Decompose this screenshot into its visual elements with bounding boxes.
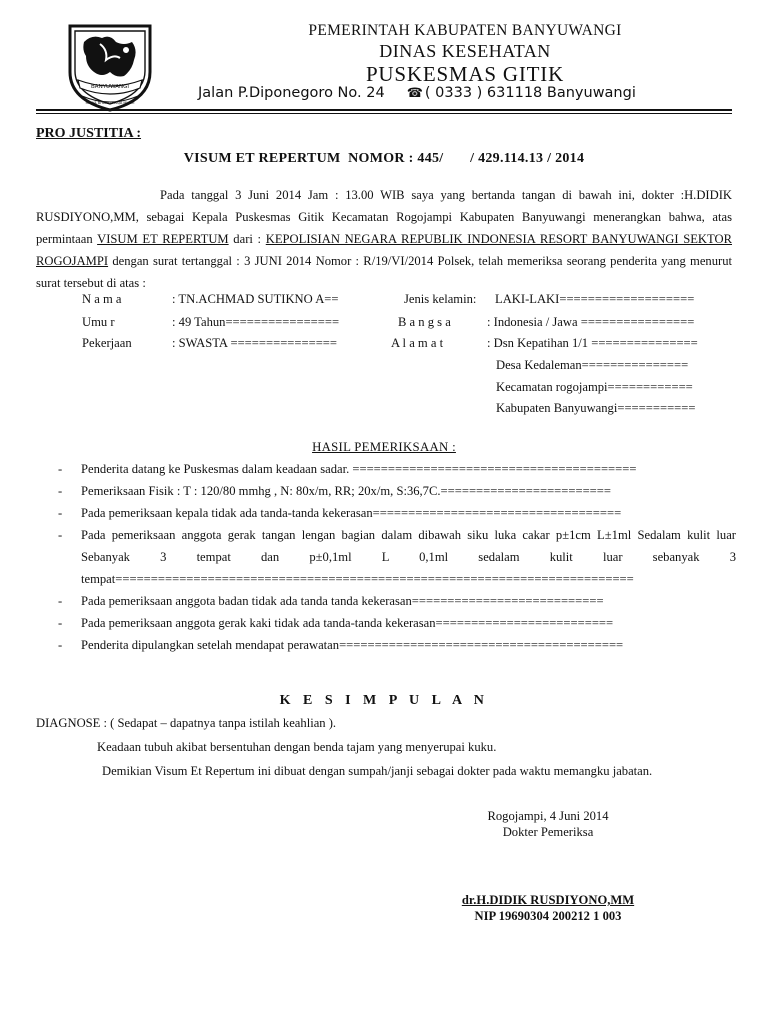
letterhead-divider: [36, 109, 732, 111]
signature-role: Dokter Pemeriksa: [502, 825, 594, 839]
telephone-icon: ☎: [406, 86, 423, 101]
letterhead-divider-thin: [36, 113, 732, 114]
document-title: VISUM ET REPERTUM NOMOR : 445/ / 429.114.13 / 2014: [183, 151, 585, 166]
address-phone: ( 0333 ) 631118 Banyuwangi: [424, 85, 636, 101]
bangsa-label: B a n g s a: [398, 315, 451, 329]
alamat-label: A l a m a t: [391, 336, 444, 350]
signature-place-date: Rogojampi, 4 Juni 2014: [487, 809, 609, 823]
findings-list: [36, 458, 736, 656]
svg-text:SATYA BHAKTI PRAJA MUKTI: SATYA BHAKTI PRAJA MUKTI: [85, 101, 135, 105]
kelamin-value: LAKI-LAKI===================: [495, 292, 695, 306]
keadaan-line: Keadaan tubuh akibat bersentuhan dengan benda tajam yang menyerupai kuku.: [97, 740, 497, 754]
nama-value: : TN.ACHMAD SUTIKNO A==: [172, 292, 339, 306]
diagnose-line: DIAGNOSE : ( Sedapat – dapatnya tanpa istilah keahlian ).: [36, 716, 337, 730]
intro-part-3: dengan surat tertanggal : 3 JUNI 2014 Nomor : R/19/VI/2014 Polsek, telah memeriksa seorang penderita yang menurut surat tersebut di atas :: [36, 254, 732, 290]
intro-part-2: dari :: [228, 232, 266, 246]
umur-label: Umu r: [82, 315, 115, 329]
hasil-pemeriksaan-heading: HASIL PEMERIKSAAN :: [312, 440, 456, 454]
pekerjaan-value: : SWASTA ===============: [172, 336, 338, 350]
signature-nip: NIP 19690304 200212 1 003: [474, 909, 622, 923]
list-item: - Pada pemeriksaan anggota gerak kaki tidak ada tanda-tanda kekerasan=========================: [58, 616, 614, 630]
signature-name: dr.H.DIDIK RUSDIYONO,MM: [461, 893, 635, 907]
letterhead-line-2: DINAS KESEHATAN: [379, 41, 551, 61]
pro-justitia-heading: PRO JUSTITIA :: [36, 126, 142, 141]
alamat-value: : Dsn Kepatihan 1/1 ===============: [487, 336, 698, 350]
intro-paragraph: [36, 184, 732, 294]
list-item: - Pada pemeriksaan anggota gerak tangan lengan bagian dalam dibawah siku luka cakar p±1cm L±1ml Sedalam kulit luar Sebanyak 3 tempat dan p±0,1ml L 0,1ml sedalam kulit luar sebanyak 3 tempat=========================================================================: [58, 528, 736, 586]
list-item: - Pada pemeriksaan kepala tidak ada tanda-tanda kekerasan===================================: [58, 506, 622, 520]
list-item: - Pemeriksaan Fisik : T : 120/80 mmhg , N: 80x/m, RR; 20x/m, S:36,7C.========================: [58, 484, 611, 498]
bangsa-value: : Indonesia / Jawa ================: [487, 315, 695, 329]
nama-label: N a m a: [82, 292, 122, 306]
pekerjaan-label: Pekerjaan: [82, 336, 132, 350]
alamat-kecamatan: Kecamatan rogojampi============: [496, 380, 693, 394]
kesimpulan-heading: K E S I M P U L A N: [279, 693, 489, 708]
letterhead-line-1: PEMERINTAH KABUPATEN BANYUWANGI: [308, 22, 622, 39]
kelamin-label: Jenis kelamin:: [404, 292, 477, 306]
address-street: Jalan P.Diponegoro No. 24: [198, 85, 385, 101]
letterhead-line-3: PUSKESMAS GITIK: [365, 62, 565, 86]
alamat-kabupaten: Kabupaten Banyuwangi===========: [496, 401, 696, 415]
list-item: - Penderita datang ke Puskesmas dalam keadaan sadar. ========================================: [58, 462, 637, 476]
kabupaten-banyuwangi-seal-icon: [62, 20, 158, 112]
intro-link-visum: VISUM ET REPERTUM: [97, 232, 229, 246]
list-item: - Penderita dipulangkan setelah mendapat perawatan========================================: [58, 638, 624, 652]
svg-text:BANYUWANGI: BANYUWANGI: [91, 84, 129, 90]
closing-paragraph: Demikian Visum Et Repertum ini dibuat dengan sumpah/janji sebagai dokter pada waktu memangku jabatan.: [102, 764, 653, 778]
intro-link-kepolisian: KEPOLISIAN NEGARA REPUBLIK INDONESIA RESORT BANYUWANGI SEKTOR ROGOJAMPI: [36, 232, 732, 268]
letterhead-address: [198, 85, 636, 101]
umur-value: : 49 Tahun================: [172, 315, 340, 329]
intro-part-1: Pada tanggal 3 Juni 2014 Jam : 13.00 WIB saya yang bertanda tangan di bawah ini, dokter :H.DIDIK RUSDIYONO,MM, sebagai Kepala Puskesmas Gitik Kecamatan Rogojampi Kabupaten Banyuwangi menerangkan bahwa, atas permintaan: [36, 188, 732, 246]
alamat-desa: Desa Kedaleman===============: [496, 358, 689, 372]
list-item: - Pada pemeriksaan anggota badan tidak ada tanda tanda kekerasan===========================: [58, 594, 604, 608]
